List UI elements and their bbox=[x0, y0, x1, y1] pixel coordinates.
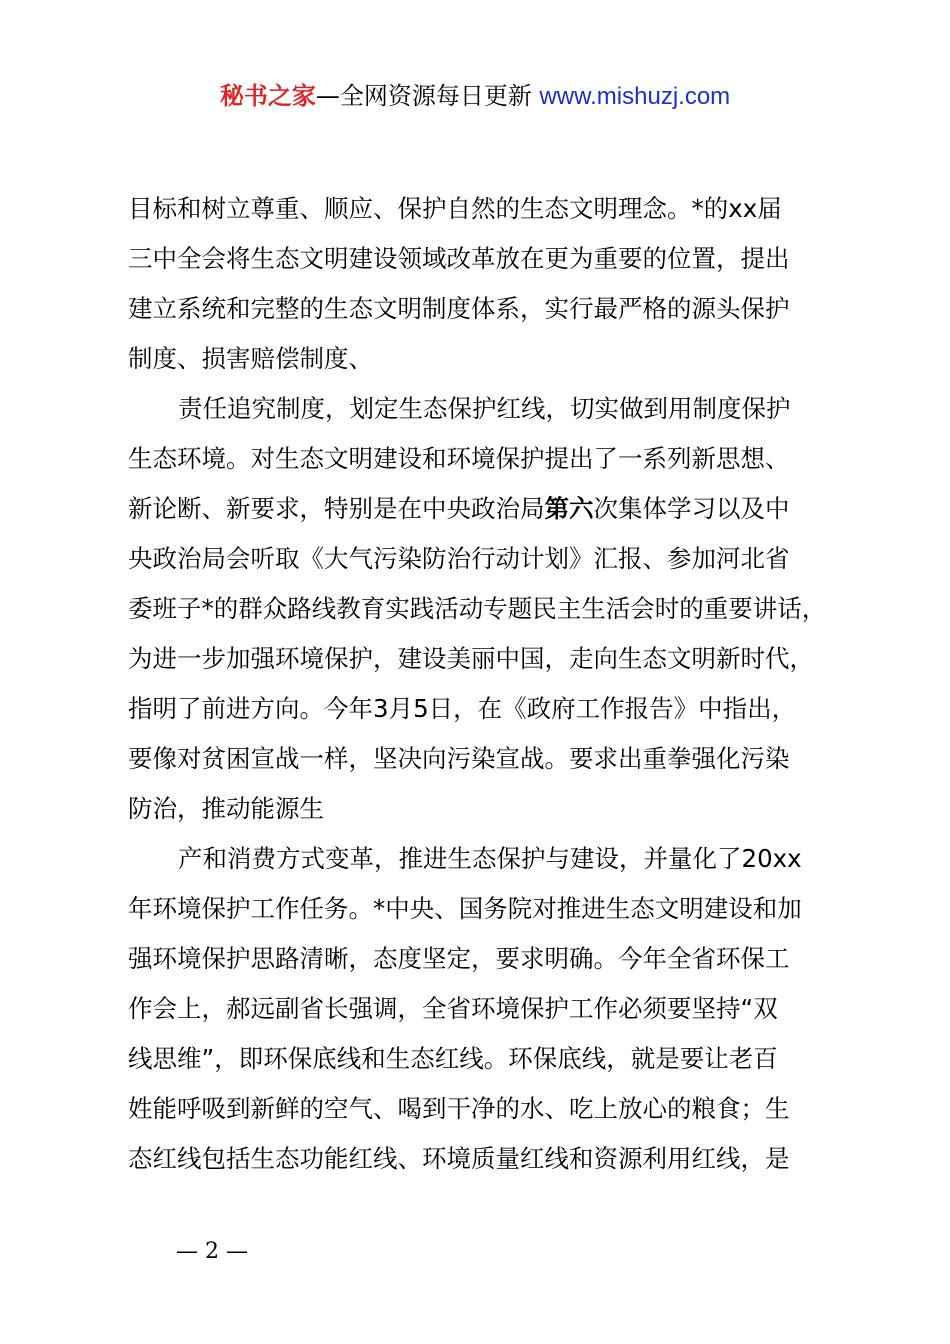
text-line: 为进一步加强环境保护，建设美丽中国，走向生态文明新时代， bbox=[128, 644, 814, 673]
text-line: 态红线包括生态功能红线、环境质量红线和资源利用红线，是 bbox=[128, 1144, 790, 1173]
text-line: 姓能呼吸到新鲜的空气、喝到干净的水、吃上放心的粮食；生 bbox=[128, 1094, 790, 1123]
text-line: 作会上，郝远副省长强调，全省环境保护工作必须要坚持“双 bbox=[128, 994, 778, 1023]
text-line: 生态环境。对生态文明建设和环境保护提出了一系列新思想、 bbox=[128, 444, 790, 473]
text-line: 建立系统和完整的生态文明制度体系，实行最严格的源头保护 bbox=[128, 294, 790, 323]
page-number: — 2 — bbox=[176, 1239, 248, 1264]
document-body bbox=[128, 184, 848, 1184]
text-line: 央政治局会听取《大气污染防治行动计划》汇报、参加河北省 bbox=[128, 544, 790, 573]
bold-emphasis: 第六 bbox=[544, 494, 594, 523]
text-line: 三中全会将生态文明建设领域改革放在更为重要的位置，提出 bbox=[128, 244, 790, 273]
text-line: 目标和树立尊重、顺应、保护自然的生态文明理念。*的xx届 bbox=[128, 194, 782, 223]
text-line: 线思维”，即环保底线和生态红线。环保底线，就是要让老百 bbox=[128, 1044, 778, 1073]
text-line: 年环境保护工作任务。*中央、国务院对推进生态文明建设和加 bbox=[128, 894, 802, 923]
brand-name: 秘书之家 bbox=[219, 82, 316, 110]
site-url-link[interactable]: www.mishuzj.com bbox=[539, 83, 731, 110]
text-line: 产和消费方式变革，推进生态保护与建设，并量化了20xx bbox=[178, 844, 802, 873]
text-line: 责任追究制度，划定生态保护红线，切实做到用制度保护 bbox=[178, 394, 791, 423]
text-line: 制度、损害赔偿制度、 bbox=[128, 344, 373, 373]
header-tagline: —全网资源每日更新 bbox=[315, 82, 532, 110]
text-line: 指明了前进方向。今年3月5日，在《政府工作报告》中指出， bbox=[128, 694, 797, 723]
text-line: 委班子*的群众路线教育实践活动专题民主生活会时的重要讲话， bbox=[128, 594, 827, 623]
text-line: 防治，推动能源生 bbox=[128, 794, 324, 823]
text-line: 新论断、新要求，特别是在中央政治局第六次集体学习以及中 bbox=[128, 494, 790, 523]
text-line: 强环境保护思路清晰，态度坚定，要求明确。今年全省环保工 bbox=[128, 944, 790, 973]
site-header bbox=[0, 78, 950, 115]
text-line: 要像对贫困宣战一样，坚决向污染宣战。要求出重拳强化污染 bbox=[128, 744, 790, 773]
